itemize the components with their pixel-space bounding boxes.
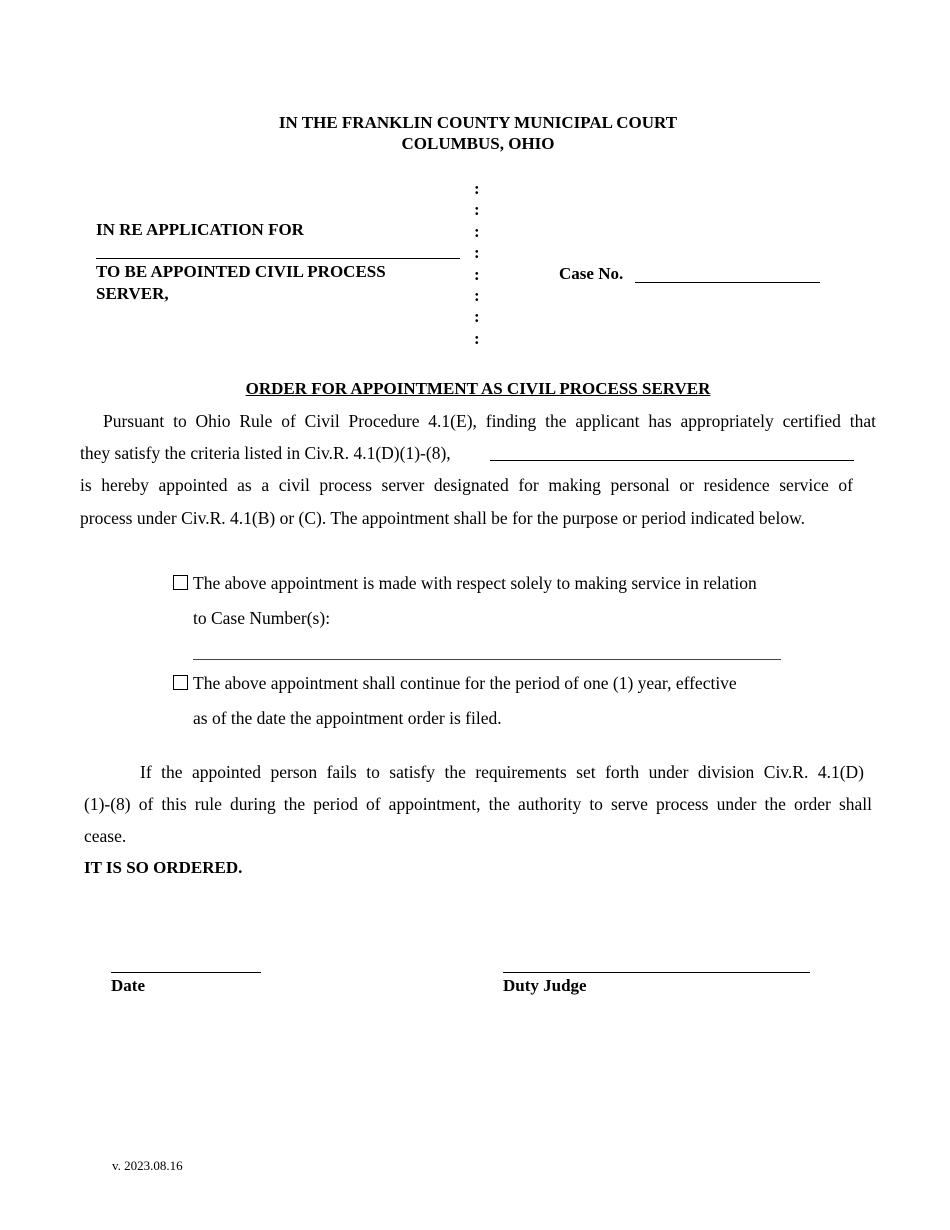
option-2-line-2: as of the date the appointment order is filed. xyxy=(193,708,502,728)
case-numbers-line[interactable] xyxy=(193,659,781,660)
checkbox-case-specific[interactable] xyxy=(173,575,188,590)
caption-line-2a: TO BE APPOINTED CIVIL PROCESS xyxy=(96,262,386,281)
judge-signature-line[interactable] xyxy=(503,972,810,973)
option-1-line-2: to Case Number(s): xyxy=(193,608,331,628)
option-1-line-1: The above appointment is made with respect solely to making service in relation xyxy=(193,573,757,593)
so-ordered: IT IS SO ORDERED. xyxy=(84,858,243,877)
date-label: Date xyxy=(111,976,145,995)
caption-line-1: IN RE APPLICATION FOR xyxy=(96,220,304,239)
option-one-year xyxy=(173,673,737,694)
form-version: v. 2023.08.16 xyxy=(112,1158,183,1173)
court-name: IN THE FRANKLIN COUNTY MUNICIPAL COURT xyxy=(278,113,678,132)
order-paragraph-line-1: Pursuant to Ohio Rule of Civil Procedure 4.1(E), finding the applicant has appropriately certified that xyxy=(103,411,876,431)
option-2-line-1: The above appointment shall continue for the period of one (1) year, effective xyxy=(193,673,737,693)
date-signature-line[interactable] xyxy=(111,972,261,973)
duty-judge-label: Duty Judge xyxy=(503,976,587,995)
closing-paragraph-line-1: If the appointed person fails to satisfy the requirements set forth under division Civ.R. 4.1(D) xyxy=(140,762,864,782)
option-case-specific xyxy=(173,573,757,594)
checkbox-one-year[interactable] xyxy=(173,675,188,690)
closing-paragraph-line-3: cease. xyxy=(84,826,127,846)
order-paragraph-line-2: they satisfy the criteria listed in Civ.R. 4.1(D)(1)-(8), xyxy=(80,443,451,463)
case-number-label: Case No. xyxy=(559,264,624,283)
closing-paragraph-line-2: (1)-(8) of this rule during the period of appointment, the authority to serve process under the order shall xyxy=(84,794,872,814)
order-paragraph-line-3: is hereby appointed as a civil process server designated for making personal or residence service of xyxy=(80,475,853,495)
case-number-field[interactable] xyxy=(635,282,820,283)
court-city: COLUMBUS, OHIO xyxy=(401,134,555,153)
applicant-name-line xyxy=(96,258,460,259)
order-title: ORDER FOR APPOINTMENT AS CIVIL PROCESS SERVER xyxy=(245,379,711,398)
order-paragraph-line-4: process under Civ.R. 4.1(B) or (C). The appointment shall be for the purpose or period indicated below. xyxy=(80,508,805,528)
appointee-name-line[interactable] xyxy=(490,460,854,461)
caption-line-2b: SERVER, xyxy=(96,284,169,303)
caption-colon-column: : : : : : : : : xyxy=(474,179,480,348)
